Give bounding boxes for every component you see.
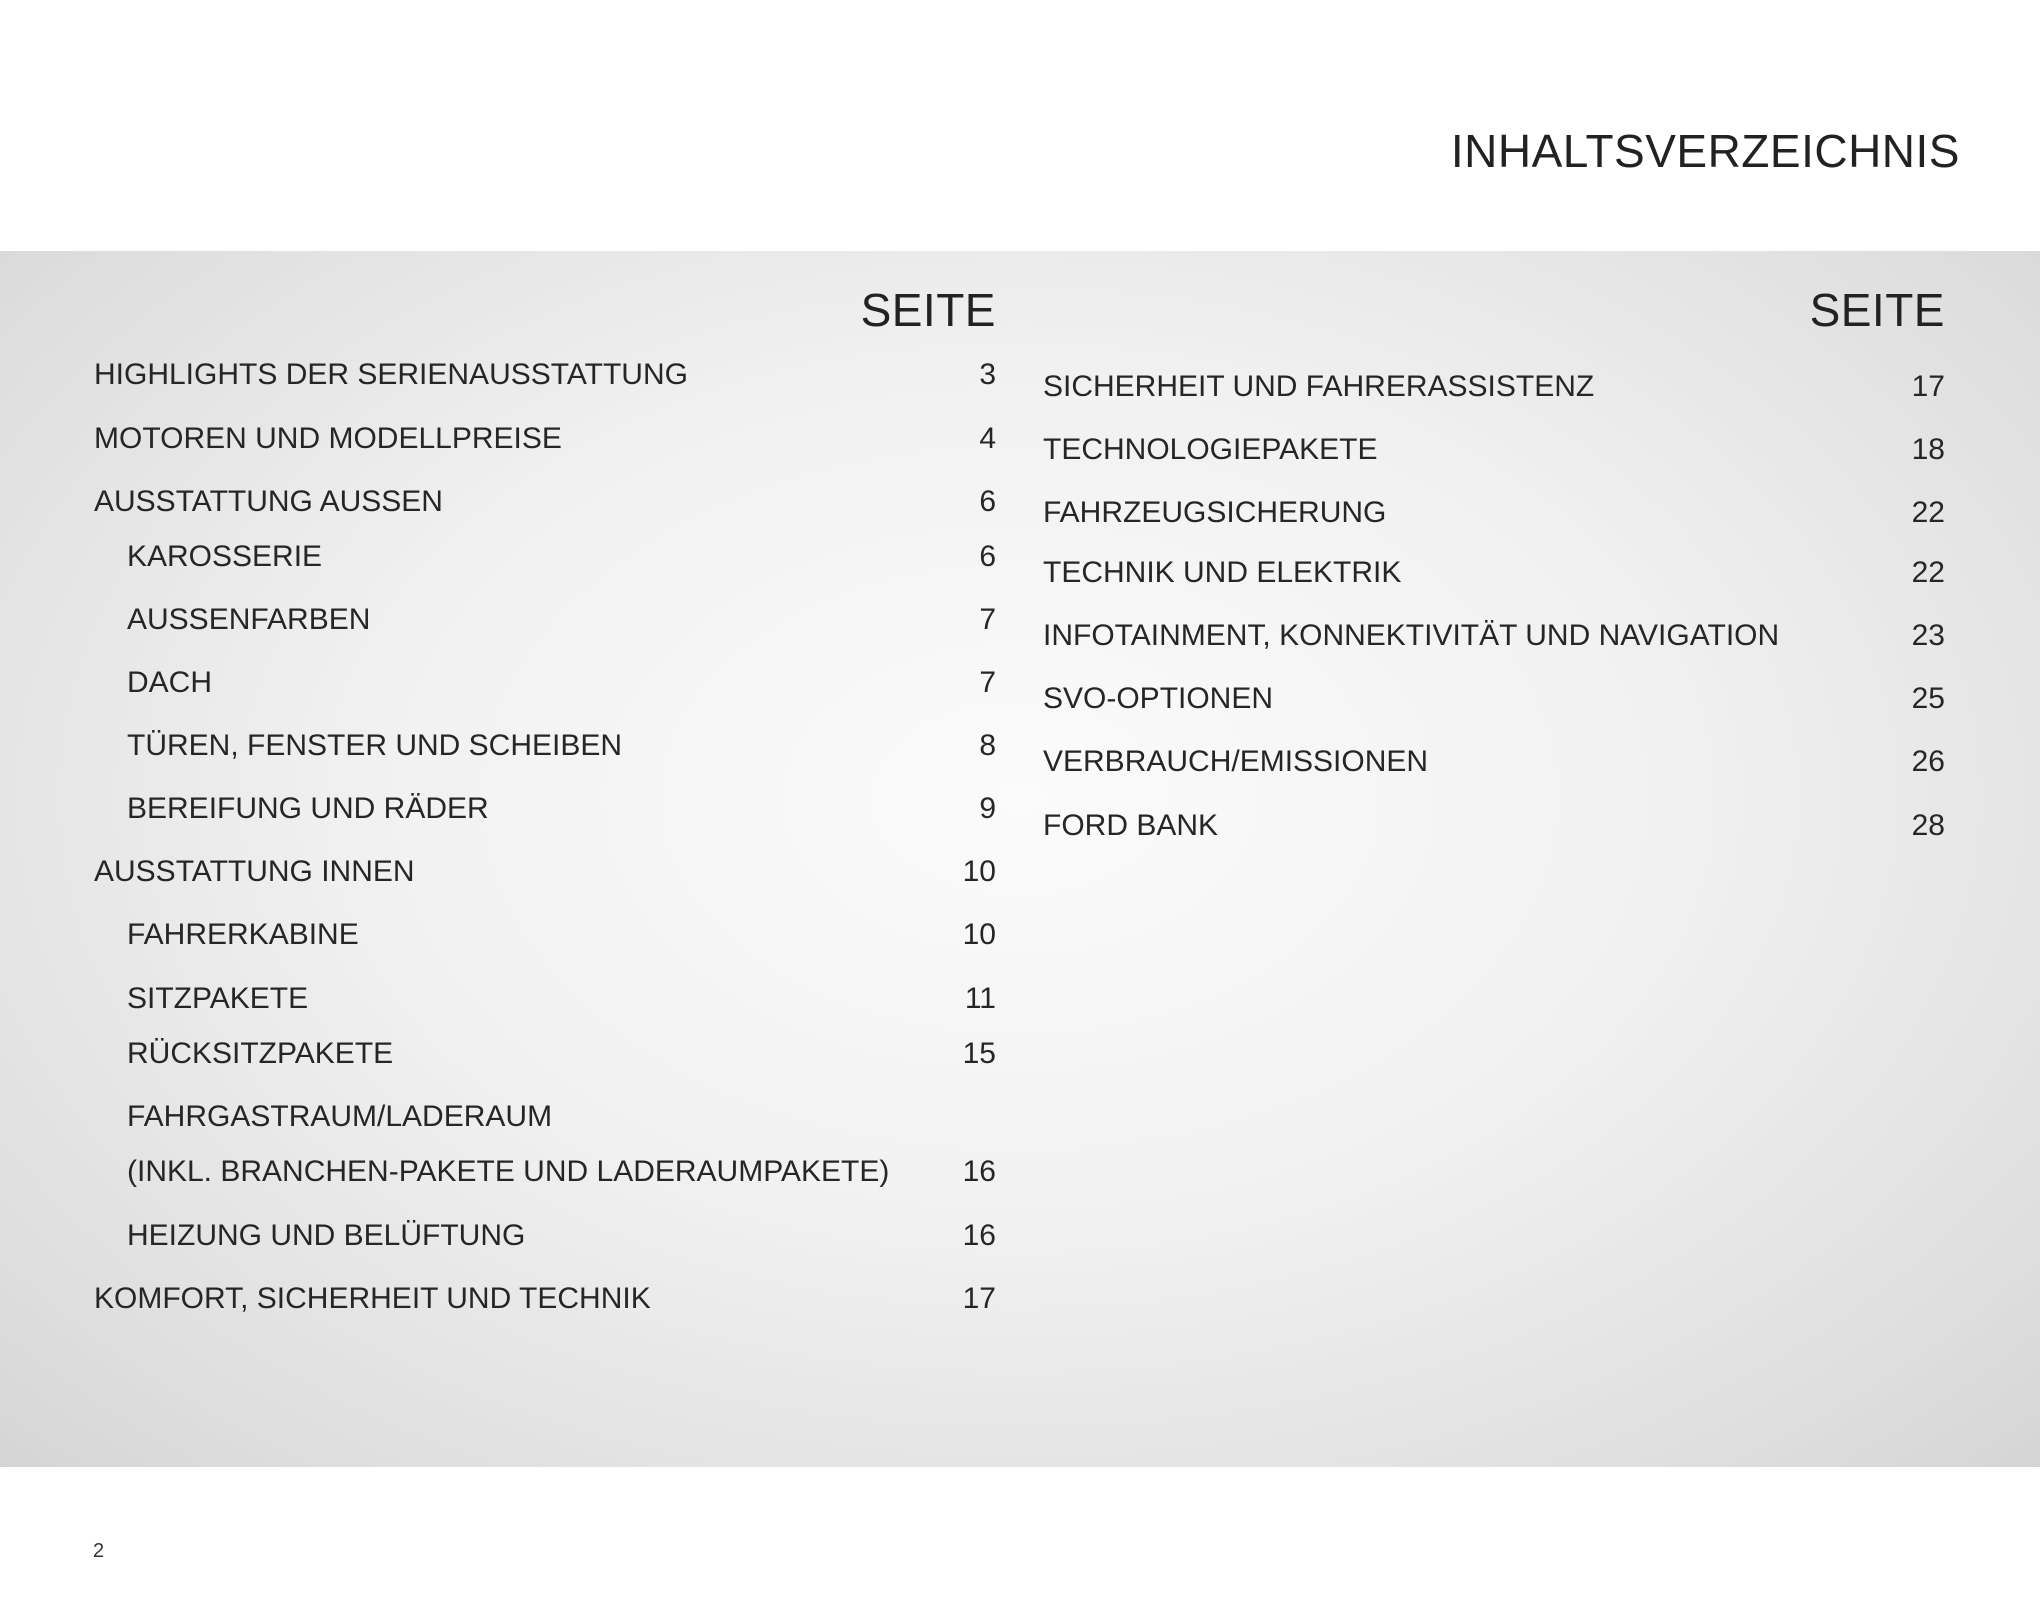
toc-entry[interactable] <box>1043 808 1945 844</box>
toc-entry[interactable] <box>1043 495 1945 531</box>
toc-entry[interactable] <box>1043 744 1945 780</box>
toc-entry-label-line2: (INKL. BRANCHEN-PAKETE UND LADERAUMPAKETE) <box>127 1155 890 1188</box>
toc-subentry[interactable] <box>94 981 996 1017</box>
toc-entry-page: 15 <box>962 1037 996 1070</box>
toc-entry[interactable] <box>94 854 996 890</box>
page-title: INHALTSVERZEICHNIS <box>1450 125 1960 177</box>
toc-entry-label: FAHRGASTRAUM/LADERAUM <box>127 1100 553 1133</box>
toc-subentry[interactable] <box>94 1036 996 1072</box>
toc-entry-label: SITZPAKETE <box>127 982 309 1015</box>
page-column-header: SEITE <box>860 284 996 336</box>
toc-entry-page: 6 <box>979 540 996 573</box>
toc-entry-page: 18 <box>1911 433 1945 466</box>
toc-entry-label: HIGHLIGHTS DER SERIENAUSSTATTUNG <box>94 358 688 391</box>
toc-entry-label: KAROSSERIE <box>127 540 323 573</box>
toc-entry-page: 16 <box>962 1155 996 1188</box>
toc-entry-label: DACH <box>127 666 213 699</box>
toc-entry-label: AUSSTATTUNG AUSSEN <box>94 485 443 518</box>
toc-entry-label: TÜREN, FENSTER UND SCHEIBEN <box>127 729 623 762</box>
toc-entry-page: 10 <box>962 855 996 888</box>
toc-entry[interactable] <box>1043 432 1945 468</box>
toc-subentry[interactable] <box>94 917 996 953</box>
toc-entry-label: TECHNOLOGIEPAKETE <box>1043 433 1378 466</box>
toc-entry-label: RÜCKSITZPAKETE <box>127 1037 394 1070</box>
toc-subentry[interactable] <box>94 602 996 638</box>
toc-entry-page: 4 <box>979 422 996 455</box>
page-number: 2 <box>93 1540 105 1562</box>
toc-entry-label: BEREIFUNG UND RÄDER <box>127 792 489 825</box>
toc-entry-page: 25 <box>1911 682 1945 715</box>
page-column-header: SEITE <box>1809 284 1945 336</box>
toc-entry-page: 17 <box>962 1282 996 1315</box>
toc-entry-label: MOTOREN UND MODELLPREISE <box>94 422 562 455</box>
toc-entry[interactable] <box>1043 618 1945 654</box>
toc-entry-label: FORD BANK <box>1043 809 1219 842</box>
toc-entry-label: VERBRAUCH/EMISSIONEN <box>1043 745 1429 778</box>
toc-subentry[interactable] <box>94 1099 996 1190</box>
toc-entry-label: SVO-OPTIONEN <box>1043 682 1274 715</box>
toc-entry-label: KOMFORT, SICHERHEIT UND TECHNIK <box>94 1282 651 1315</box>
toc-entry[interactable] <box>94 421 996 457</box>
toc-entry[interactable] <box>1043 681 1945 717</box>
toc-entry-page: 3 <box>979 358 996 391</box>
toc-entry-label: FAHRERKABINE <box>127 918 359 951</box>
toc-entry-label: INFOTAINMENT, KONNEKTIVITÄT UND NAVIGATION <box>1043 619 1780 652</box>
toc-entry-page: 8 <box>979 729 996 762</box>
toc-entry[interactable] <box>94 1281 996 1317</box>
toc-entry-page: 10 <box>962 918 996 951</box>
toc-entry-page: 7 <box>979 666 996 699</box>
toc-entry[interactable] <box>94 484 996 520</box>
toc-entry-page: 16 <box>962 1219 996 1252</box>
toc-entry-page: 9 <box>979 792 996 825</box>
toc-subentry[interactable] <box>94 539 996 575</box>
toc-entry[interactable] <box>94 357 996 393</box>
toc-entry-label: AUSSENFARBEN <box>127 603 371 636</box>
toc-subentry[interactable] <box>94 1218 996 1254</box>
toc-subentry[interactable] <box>94 791 996 827</box>
toc-entry-page: 6 <box>979 485 996 518</box>
toc-entry-label: AUSSTATTUNG INNEN <box>94 855 415 888</box>
toc-entry-page: 22 <box>1911 496 1945 529</box>
toc-subentry[interactable] <box>94 665 996 701</box>
toc-entry-page: 11 <box>964 982 996 1015</box>
toc-entry-label: SICHERHEIT UND FAHRERASSISTENZ <box>1043 370 1595 403</box>
toc-entry-label: HEIZUNG UND BELÜFTUNG <box>127 1219 526 1252</box>
toc-entry-page: 28 <box>1911 809 1945 842</box>
toc-entry-page: 17 <box>1911 370 1945 403</box>
toc-entry[interactable] <box>1043 369 1945 405</box>
toc-entry-page: 22 <box>1911 556 1945 589</box>
toc-panel <box>0 251 2040 1467</box>
toc-subentry[interactable] <box>94 728 996 764</box>
toc-entry-page: 26 <box>1911 745 1945 778</box>
toc-entry[interactable] <box>1043 555 1945 591</box>
toc-entry-label: TECHNIK UND ELEKTRIK <box>1043 556 1402 589</box>
toc-entry-page: 23 <box>1911 619 1945 652</box>
toc-entry-page: 7 <box>979 603 996 636</box>
toc-entry-label: FAHRZEUGSICHERUNG <box>1043 496 1387 529</box>
